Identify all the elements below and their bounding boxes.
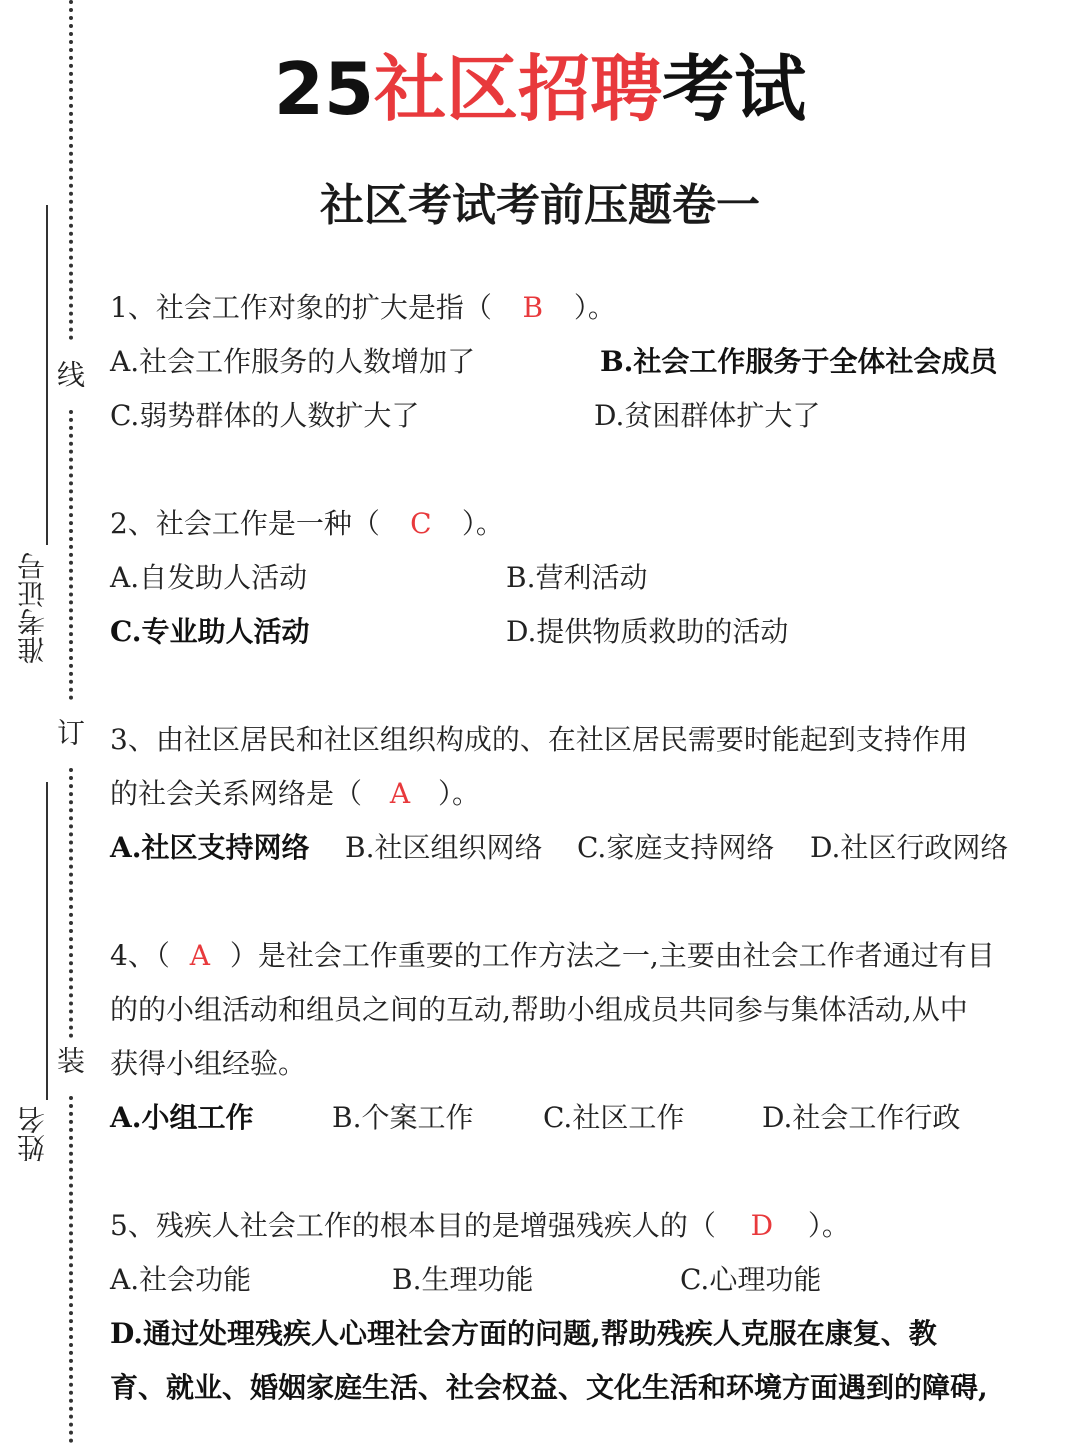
question-5-option-a: A.社会功能 — [110, 1263, 252, 1296]
question-1-stem-end: ）。 — [573, 291, 616, 324]
question-1-stem — [110, 288, 616, 328]
question-3-option-b: B.社区组织网络 — [345, 831, 543, 864]
question-2-option-d: D.提供物质救助的活动 — [506, 615, 789, 648]
question-4-stem-line1 — [110, 936, 995, 976]
title-prefix: 25 — [273, 47, 375, 131]
exam-id-label: 准考证号 — [16, 552, 49, 664]
question-5-option-d-line1: D.通过处理残疾人心理社会方面的问题,帮助残疾人克服在康复、教 — [110, 1317, 937, 1350]
question-3-stem-end: ）。 — [438, 777, 481, 810]
question-5-stem — [110, 1206, 850, 1246]
binding-dotted-line-mid1 — [69, 410, 73, 700]
page-subtitle: 社区考试考前压题卷一 — [320, 180, 760, 231]
question-5-answer: D — [750, 1209, 774, 1242]
question-4-stem-rest: ）是社会工作重要的工作方法之一,主要由社会工作者通过有目 — [229, 939, 995, 972]
exam-id-underline — [46, 205, 48, 545]
question-4-stem-line2: 的的小组活动和组员之间的互动,帮助小组成员共同参与集体活动,从中 — [110, 993, 968, 1026]
question-1-option-a: A.社会工作服务的人数增加了 — [110, 345, 476, 378]
question-1-option-c: C.弱势群体的人数扩大了 — [110, 399, 420, 432]
question-3-option-d: D.社区行政网络 — [810, 831, 1009, 864]
question-3-option-a: A.社区支持网络 — [110, 831, 310, 864]
question-5-stem-text: 5、残疾人社会工作的根本目的是增强残疾人的（ — [110, 1209, 716, 1242]
question-4-option-d: D.社会工作行政 — [762, 1101, 961, 1134]
question-3-stem-text: 的社会关系网络是（ — [110, 777, 363, 810]
question-3-stem-line1: 3、由社区居民和社区组织构成的、在社区居民需要时能起到支持作用 — [110, 723, 968, 756]
question-5-option-b: B.生理功能 — [392, 1263, 534, 1296]
question-2-stem-text: 2、社会工作是一种（ — [110, 507, 380, 540]
question-4-stem-text: 4、（ — [110, 939, 170, 972]
question-3-stem-line2 — [110, 774, 480, 814]
name-label: 姓名 — [16, 1106, 49, 1162]
question-1-answer: B — [522, 291, 544, 324]
question-5-option-c: C.心理功能 — [680, 1263, 822, 1296]
question-4-option-b: B.个案工作 — [332, 1101, 474, 1134]
question-2-option-a: A.自发助人活动 — [110, 561, 308, 594]
binding-char-xian: 线 — [53, 360, 86, 388]
title-suffix: 考试 — [662, 47, 807, 131]
question-5-stem-end: ）。 — [807, 1209, 850, 1242]
binding-dotted-line-mid2 — [69, 768, 73, 1038]
question-1-option-d: D.贫困群体扩大了 — [594, 399, 821, 432]
question-2-answer: C — [410, 507, 432, 540]
question-4-answer: A — [189, 939, 210, 972]
question-5-option-d-line2: 育、就业、婚姻家庭生活、社会权益、文化生活和环境方面遇到的障碍, — [110, 1371, 988, 1404]
question-2-option-b: B.营利活动 — [506, 561, 648, 594]
question-2-stem — [110, 504, 504, 544]
binding-char-ding: 订 — [53, 718, 86, 746]
question-3-option-c: C.家庭支持网络 — [577, 831, 775, 864]
question-4-option-c: C.社区工作 — [543, 1101, 685, 1134]
binding-char-zhuang: 装 — [53, 1046, 86, 1074]
page-title — [0, 44, 1080, 134]
question-1-option-b: B.社会工作服务于全体社会成员 — [600, 345, 998, 378]
title-highlight: 社区招聘 — [374, 47, 663, 131]
question-4-stem-line3: 获得小组经验。 — [110, 1047, 307, 1080]
name-underline — [46, 782, 48, 1100]
question-1-stem-text: 1、社会工作对象的扩大是指（ — [110, 291, 492, 324]
question-4-option-a: A.小组工作 — [110, 1101, 254, 1134]
question-3-answer: A — [389, 777, 411, 810]
binding-dotted-line-bottom — [69, 1096, 73, 1443]
question-2-option-c: C.专业助人活动 — [110, 615, 310, 648]
question-2-stem-end: ）。 — [461, 507, 504, 540]
